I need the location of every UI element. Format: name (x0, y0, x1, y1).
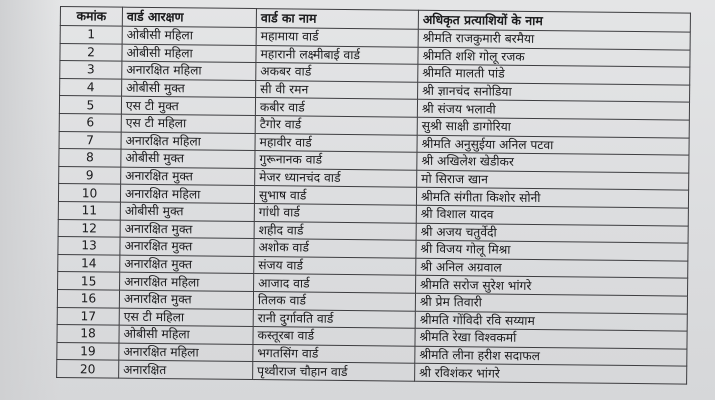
cell-reservation: एस टी महिला (119, 308, 253, 327)
cell-serial: 10 (58, 184, 120, 202)
cell-candidate-name: श्रीमति सरोज सुरेश भांगरे (416, 276, 688, 296)
cell-candidate-name: श्री ज्ञानचंद सनोडिया (418, 82, 690, 102)
header-reservation: वार्ड आरक्षण (122, 7, 256, 27)
cell-reservation: ओबीसी मुक्त (121, 149, 255, 168)
cell-serial: 1 (60, 26, 122, 44)
cell-serial: 8 (59, 149, 121, 167)
header-candidate-name: अधिकृत प्रत्याशियों के नाम (418, 10, 690, 32)
cell-serial: 20 (57, 360, 119, 378)
cell-candidate-name: श्रीमति रेखा विश्वकर्मा (415, 328, 687, 348)
cell-reservation: ओबीसी महिला (119, 325, 253, 344)
cell-ward-name: रानी दुर्गावति वार्ड (253, 309, 415, 328)
cell-ward-name: पृथ्वीराज चौहान वार्ड (253, 362, 415, 381)
cell-reservation: अनारक्षित मुक्त (120, 220, 254, 239)
cell-ward-name: गांधी वार्ड (254, 203, 416, 222)
cell-serial: 5 (59, 96, 121, 114)
cell-candidate-name: श्री विशाल यादव (416, 205, 688, 225)
header-serial: कमांक (60, 7, 122, 27)
cell-serial: 15 (58, 272, 120, 290)
cell-serial: 16 (57, 289, 119, 307)
cell-reservation: अनारक्षित मुक्त (120, 237, 254, 256)
cell-serial: 14 (58, 254, 120, 272)
cell-candidate-name: श्री संजय भलावी (417, 100, 689, 120)
cell-ward-name: मेजर ध्यानचंद वार्ड (255, 168, 417, 187)
cell-ward-name: कस्तूरबा वार्ड (253, 327, 415, 346)
cell-candidate-name: श्रीमति अनुसुईया अनिल पटवा (417, 135, 689, 155)
cell-ward-name: महावीर वार्ड (255, 133, 417, 152)
cell-serial: 9 (59, 166, 121, 184)
cell-serial: 11 (58, 201, 120, 219)
table-body (57, 26, 691, 384)
cell-serial: 4 (60, 78, 122, 96)
cell-candidate-name: श्रीमति संगीता किशोर सोनी (416, 188, 688, 208)
cell-reservation: अनारक्षित मुक्त (121, 167, 255, 186)
cell-serial: 2 (60, 43, 122, 61)
cell-serial: 6 (59, 113, 121, 131)
cell-candidate-name: श्रीमति लीना हरीश सदाफल (415, 346, 687, 366)
cell-reservation: ओबीसी मुक्त (120, 202, 254, 221)
cell-reservation: अनारक्षित महिला (120, 184, 254, 203)
cell-candidate-name: श्री प्रेम तिवारी (415, 293, 687, 313)
cell-reservation: अनारक्षित महिला (121, 132, 255, 151)
candidate-table (56, 6, 691, 384)
cell-candidate-name: श्री रविशंकर भांगरे (415, 364, 687, 384)
cell-ward-name: अशोक वार्ड (254, 239, 416, 258)
cell-candidate-name: श्री अजय चतुर्वेदी (416, 223, 688, 243)
cell-candidate-name: श्रीमति राजकुमारी बरमैया (418, 29, 690, 49)
cell-reservation: अनारक्षित मुक्त (120, 255, 254, 274)
cell-reservation: ओबीसी महिला (122, 26, 256, 45)
cell-candidate-name: श्री अनिल अग्रवाल (416, 258, 688, 278)
cell-reservation: अनारक्षित महिला (120, 272, 254, 291)
cell-candidate-name: मो सिराज खान (417, 170, 689, 190)
cell-ward-name: महामाया वार्ड (256, 28, 418, 47)
cell-reservation: अनारक्षित महिला (119, 343, 253, 362)
cell-ward-name: टैगोर वार्ड (255, 116, 417, 135)
cell-reservation: एस टी महिला (121, 114, 255, 133)
cell-ward-name: महारानी लक्ष्मीबाई वार्ड (256, 45, 418, 64)
cell-serial: 17 (57, 307, 119, 325)
cell-reservation: ओबीसी मुक्त (122, 79, 256, 98)
cell-reservation: अनारक्षित मुक्त (119, 290, 253, 309)
cell-candidate-name: श्री अखिलेश खेडीकर (417, 152, 689, 172)
cell-serial: 18 (57, 325, 119, 343)
cell-serial: 13 (58, 237, 120, 255)
cell-ward-name: गुरूनानक वार्ड (255, 151, 417, 170)
cell-reservation: एस टी मुक्त (121, 97, 255, 116)
cell-ward-name: अकबर वार्ड (256, 63, 418, 82)
cell-candidate-name: श्रीमति मालती पांडे (418, 64, 690, 84)
cell-reservation: अनारक्षित (119, 360, 253, 379)
cell-candidate-name: श्रीमति शशि गोलू रजक (418, 47, 690, 67)
cell-candidate-name: श्रीमति गोंविदी रवि सय्याम (415, 311, 687, 331)
cell-reservation: अनारक्षित महिला (122, 61, 256, 80)
header-ward-name: वार्ड का नाम (256, 9, 418, 30)
cell-ward-name: कबीर वार्ड (255, 98, 417, 117)
cell-serial: 7 (59, 131, 121, 149)
page-edge-shadow (0, 0, 60, 400)
cell-candidate-name: सुश्री साक्षी डागोरिया (417, 117, 689, 137)
cell-ward-name: भगतसिंग वार्ड (253, 344, 415, 363)
cell-ward-name: सुभाष वार्ड (254, 186, 416, 205)
cell-ward-name: संजय वार्ड (254, 256, 416, 275)
cell-ward-name: तिलक वार्ड (253, 291, 415, 310)
cell-ward-name: आजाद वार्ड (254, 274, 416, 293)
cell-serial: 19 (57, 342, 119, 360)
cell-reservation: ओबीसी महिला (122, 44, 256, 63)
cell-serial: 3 (60, 61, 122, 79)
cell-ward-name: शहीद वार्ड (254, 221, 416, 240)
cell-ward-name: सी वी रमन (256, 80, 418, 99)
cell-serial: 12 (58, 219, 120, 237)
cell-candidate-name: श्री विजय गोलू मिश्रा (416, 240, 688, 260)
